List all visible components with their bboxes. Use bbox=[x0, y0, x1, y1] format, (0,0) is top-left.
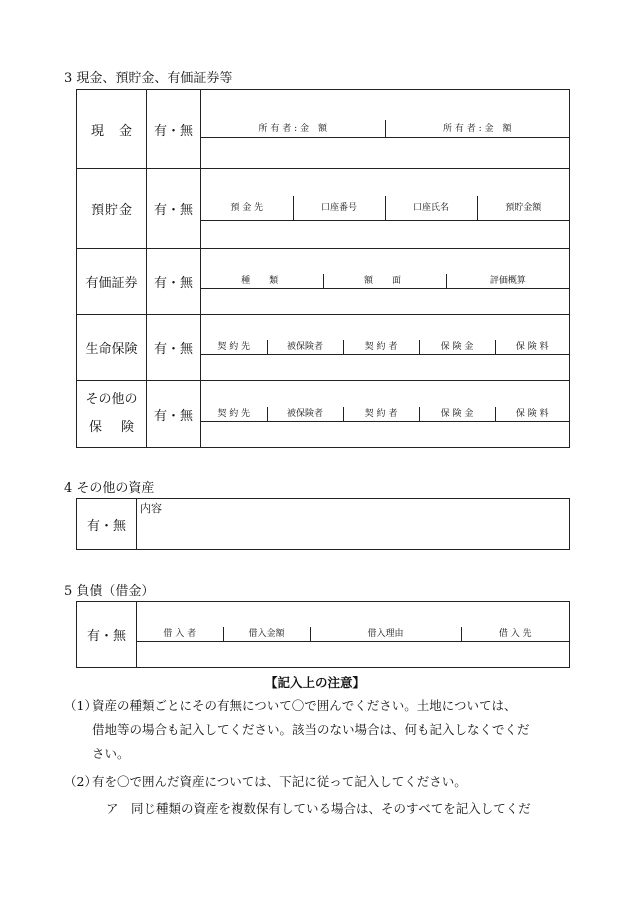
cash-entry-1[interactable] bbox=[201, 137, 385, 138]
deposit-header-amount: 預貯金額 bbox=[477, 196, 569, 221]
securities-header-face-value: 額 面 bbox=[324, 274, 447, 289]
other-insurance-yn[interactable]: 有・無 bbox=[147, 381, 201, 448]
other-insurance-entry-benefit[interactable] bbox=[419, 421, 495, 422]
life-insurance-entry-policyholder[interactable] bbox=[343, 355, 419, 356]
securities-row bbox=[77, 249, 570, 315]
debt-header-reason: 借入理由 bbox=[310, 627, 461, 642]
debt-entry-borrower[interactable] bbox=[137, 642, 223, 643]
other-insurance-header-policyholder: 契 約 者 bbox=[343, 407, 419, 422]
other-assets-content-field[interactable] bbox=[137, 499, 570, 550]
life-insurance-entry-insured[interactable] bbox=[267, 355, 343, 356]
note-2-sub-a: ア 同じ種類の資産を複数保有している場合は、そのすべてを記入してくだ bbox=[106, 801, 531, 816]
debt-entry-reason[interactable] bbox=[310, 642, 461, 643]
cash-row bbox=[77, 90, 570, 169]
deposit-entry-amount[interactable] bbox=[477, 221, 569, 222]
life-insurance-entry-insurer[interactable] bbox=[201, 355, 267, 356]
debt-header-amount: 借入金額 bbox=[223, 627, 310, 642]
life-insurance-entry-premium[interactable] bbox=[495, 355, 569, 356]
deposit-yn[interactable]: 有・無 bbox=[147, 169, 201, 249]
section-4-heading: 4 その他の資産 bbox=[64, 481, 155, 496]
other-insurance-entry-premium[interactable] bbox=[495, 421, 569, 422]
deposit-label: 預貯金 bbox=[77, 169, 147, 249]
deposit-header-account-number: 口座番号 bbox=[293, 196, 385, 221]
life-insurance-entry-benefit[interactable] bbox=[419, 355, 495, 356]
cash-entry-2[interactable] bbox=[385, 137, 569, 138]
securities-header-estimate: 評価概算 bbox=[446, 274, 569, 289]
other-insurance-header-insurer: 契 約 先 bbox=[201, 407, 267, 422]
other-insurance-entry-policyholder[interactable] bbox=[343, 421, 419, 422]
other-insurance-label-line2: 保 険 bbox=[89, 420, 134, 435]
other-insurance-header-insured: 被保険者 bbox=[267, 407, 343, 422]
debt-yn[interactable]: 有・無 bbox=[77, 602, 137, 668]
deposit-entry-bank[interactable] bbox=[201, 221, 293, 222]
note-1-line-3: さい。 bbox=[92, 746, 130, 761]
note-1-line-1: 資産の種類ごとにその有無について〇で囲んでください。土地については、 bbox=[92, 698, 517, 713]
note-2-number: （2） bbox=[64, 774, 97, 789]
life-insurance-row bbox=[77, 315, 570, 381]
cash-header-owner-1: 所 有 者 : 金 額 bbox=[201, 120, 385, 137]
life-insurance-label: 生命保険 bbox=[77, 315, 147, 381]
securities-header-type: 種 類 bbox=[201, 274, 324, 289]
life-insurance-yn[interactable]: 有・無 bbox=[147, 315, 201, 381]
other-assets-yn[interactable]: 有・無 bbox=[77, 499, 137, 550]
deposit-entry-account-number[interactable] bbox=[293, 221, 385, 222]
cash-header-owner-2: 所 有 者 : 金 額 bbox=[385, 120, 569, 137]
securities-entry-type[interactable] bbox=[201, 289, 324, 290]
section-3-heading: 3 現金、預貯金、有価証券等 bbox=[64, 71, 233, 86]
debt-entry-lender[interactable] bbox=[461, 642, 569, 643]
securities-entry-face-value[interactable] bbox=[324, 289, 447, 290]
securities-label: 有価証券 bbox=[77, 249, 147, 315]
deposit-header-account-name: 口座氏名 bbox=[385, 196, 477, 221]
other-assets-content-label: 内容 bbox=[140, 502, 162, 515]
other-insurance-entry-insured[interactable] bbox=[267, 421, 343, 422]
life-insurance-header-premium: 保 険 料 bbox=[495, 340, 569, 355]
deposit-header-bank: 預 金 先 bbox=[201, 196, 293, 221]
other-insurance-entry-insurer[interactable] bbox=[201, 421, 267, 422]
debt-header-lender: 借 入 先 bbox=[461, 627, 569, 642]
note-2-line-1: 有を〇で囲んだ資産については、下記に従って記入してください。 bbox=[92, 774, 467, 789]
securities-entry-estimate[interactable] bbox=[446, 289, 569, 290]
life-insurance-header-insurer: 契 約 先 bbox=[201, 340, 267, 355]
cash-yn[interactable]: 有・無 bbox=[147, 90, 201, 169]
life-insurance-header-insured: 被保険者 bbox=[267, 340, 343, 355]
note-1-line-2: 借地等の場合も記入してください。該当のない場合は、何も記入しなくでくだ bbox=[92, 722, 530, 737]
debt-header-borrower: 借 入 者 bbox=[137, 627, 223, 642]
other-insurance-label bbox=[77, 381, 147, 448]
debt-entry-amount[interactable] bbox=[223, 642, 310, 643]
note-2 bbox=[64, 770, 574, 794]
notes-title: 【記入上の注意】 bbox=[264, 675, 365, 690]
other-assets-table bbox=[76, 498, 570, 550]
other-insurance-row bbox=[77, 381, 570, 448]
other-insurance-label-line1: その他の bbox=[85, 392, 138, 407]
other-insurance-header-premium: 保 険 料 bbox=[495, 407, 569, 422]
debt-table bbox=[76, 601, 570, 668]
other-insurance-header-benefit: 保 険 金 bbox=[419, 407, 495, 422]
life-insurance-header-policyholder: 契 約 者 bbox=[343, 340, 419, 355]
note-1 bbox=[64, 694, 574, 766]
cash-label: 現 金 bbox=[77, 90, 147, 169]
securities-yn[interactable]: 有・無 bbox=[147, 249, 201, 315]
note-1-number: （1） bbox=[64, 698, 97, 713]
deposit-row bbox=[77, 169, 570, 249]
deposit-entry-account-name[interactable] bbox=[385, 221, 477, 222]
section-5-heading: 5 負債（借金） bbox=[64, 584, 155, 599]
life-insurance-header-benefit: 保 険 金 bbox=[419, 340, 495, 355]
assets-table bbox=[76, 89, 570, 448]
